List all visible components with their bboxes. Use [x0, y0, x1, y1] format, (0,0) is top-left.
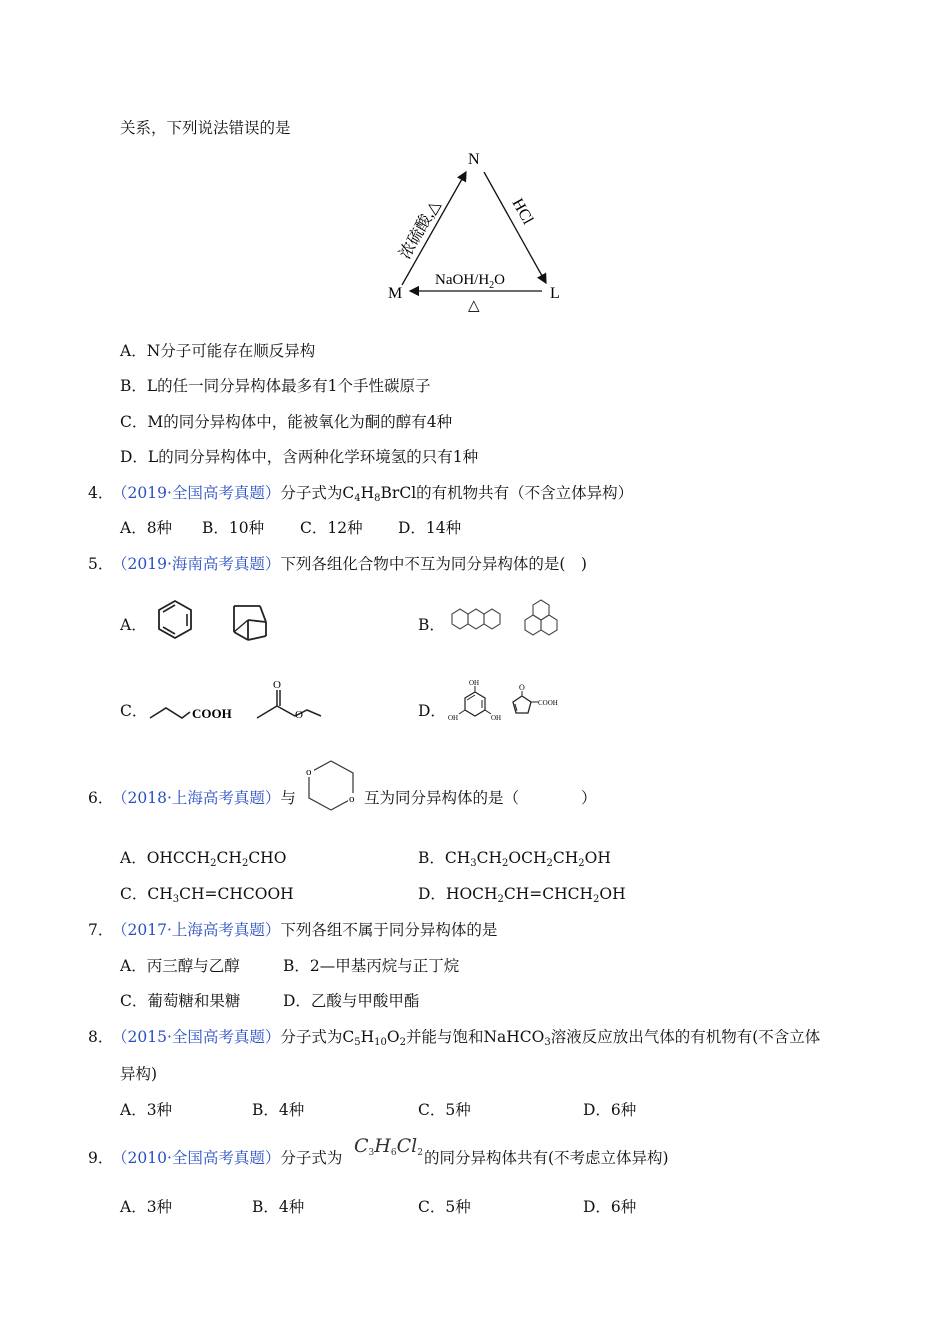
- q9-option-c: C．5种: [418, 1198, 471, 1216]
- svg-text:OH: OH: [491, 714, 502, 722]
- svg-text:O: O: [519, 683, 525, 692]
- arrow-n-to-l: [484, 172, 546, 283]
- svg-text:OH: OH: [469, 679, 480, 687]
- svg-text:COOH: COOH: [192, 706, 232, 721]
- q7-number: 7．: [88, 921, 114, 939]
- q5-source: （2019·海南高考真题）: [112, 555, 281, 573]
- q6-option-d: D．$HOCH_2CH=CHCH_2OH$: [418, 885, 626, 905]
- q7-option-a: A．丙三醇与乙醇: [120, 957, 240, 975]
- q7-option-c: C．葡萄糖和果糖: [120, 992, 241, 1010]
- q8-number: 8．: [88, 1028, 114, 1046]
- q8-source: （2015·全国高考真题）: [112, 1028, 281, 1046]
- q5-label-c: C．: [120, 702, 148, 720]
- q9-number: 9．: [88, 1149, 114, 1167]
- prismane-structure: [228, 600, 273, 642]
- q3-option-c: C．M的同分异构体中，能被氧化为酮的醇有4种: [120, 413, 453, 431]
- q8-option-d: D．6种: [583, 1101, 637, 1119]
- methyl-acetate-structure: [255, 678, 325, 723]
- bottom-arrow-label: NaOH/$H_2O$: [435, 272, 505, 291]
- q6-option-a: A．$OHCCH_2CH_2CHO$: [120, 849, 287, 869]
- q6-option-c: C．$CH_3CH=CHCOOH$: [120, 885, 294, 905]
- q8-stem-line2: 异构): [120, 1065, 158, 1083]
- benzenetriol-structure: [445, 676, 507, 728]
- q9-option-d: D．6种: [583, 1198, 637, 1216]
- reaction-triangle-diagram: [380, 148, 570, 318]
- q4-option-c: C．12种: [300, 519, 363, 537]
- svg-text:O: O: [295, 709, 303, 721]
- svg-text:OH: OH: [448, 714, 459, 722]
- q5-stem: （2019·海南高考真题）下列各组化合物中不互为同分异构体的是( ): [112, 555, 587, 573]
- q3-option-b: B．L的任一同分异构体最多有1个手性碳原子: [120, 377, 431, 395]
- svg-text:o: o: [306, 766, 312, 778]
- node-m: M: [388, 285, 403, 302]
- q9-stem-pre: （2010·全国高考真题）分子式为: [112, 1149, 343, 1167]
- svg-text:COOH: COOH: [538, 699, 558, 707]
- q6-number: 6．: [88, 789, 114, 807]
- q9-option-b: B．4种: [252, 1198, 305, 1216]
- svg-text:o: o: [349, 793, 355, 805]
- q4-source: （2019·全国高考真题）: [112, 484, 281, 502]
- q6-source: （2018·上海高考真题）: [112, 789, 281, 807]
- q3-stem-tail: 关系，下列说法错误的是: [120, 119, 291, 137]
- q6-option-b: B．$CH_3CH_2OCH_2CH_2OH$: [418, 849, 611, 869]
- q8-stem: （2015·全国高考真题）分子式为$C_5H_{10}O_2$并能与饱和NaHCO$_3$溶液反应放出气体的有机物有(不含立体: [112, 1028, 821, 1048]
- q5-number: 5．: [88, 555, 114, 573]
- q9-formula: $C_3H_6Cl_2$: [354, 1135, 423, 1158]
- q4-option-d: D．14种: [398, 519, 462, 537]
- anthracene-structure: [450, 607, 510, 639]
- right-arrow-label: HCl: [508, 195, 537, 228]
- q4-stem: （2019·全国高考真题）分子式为$C_4H_8BrCl$的有机物共有（不含立体异构）: [112, 484, 634, 504]
- dioxane-structure: [303, 758, 363, 818]
- q3-option-d: D．L的同分异构体中，含两种化学环境氢的只有1种: [120, 448, 479, 466]
- q9-stem-post: 的同分异构体共有(不考虑立体异构): [424, 1149, 669, 1167]
- q7-stem: （2017·上海高考真题）下列各组不属于同分异构体的是: [112, 921, 498, 939]
- q8-option-b: B．4种: [252, 1101, 305, 1119]
- left-arrow-label: 浓硫酸,△: [396, 197, 444, 262]
- svg-text:O: O: [273, 679, 281, 691]
- q8-option-a: A．3种: [120, 1101, 173, 1119]
- q5-label-b: B．: [418, 616, 445, 634]
- q7-source: （2017·上海高考真题）: [112, 921, 281, 939]
- q4-option-b: B．10种: [202, 519, 265, 537]
- q4-number: 4．: [88, 484, 114, 502]
- q5-label-a: A．: [120, 616, 147, 634]
- q6-stem-pre: （2018·上海高考真题）与: [112, 789, 296, 807]
- q6-stem-post: 互为同分异构体的是（ ）: [364, 789, 597, 807]
- node-l: L: [550, 285, 560, 302]
- q3-option-a: A．N分子可能存在顺反异构: [120, 342, 316, 360]
- q9-option-a: A．3种: [120, 1198, 173, 1216]
- benzene-structure: [155, 598, 200, 643]
- q9-source: （2010·全国高考真题）: [112, 1149, 281, 1167]
- q7-option-b: B．2—甲基丙烷与正丁烷: [283, 957, 460, 975]
- q5-label-d: D．: [418, 702, 446, 720]
- phenalene-structure: [520, 598, 565, 643]
- q8-option-c: C．5种: [418, 1101, 471, 1119]
- q4-option-a: A．8种: [120, 519, 173, 537]
- q7-option-d: D．乙酸与甲酸甲酯: [283, 992, 420, 1010]
- node-n: N: [468, 151, 480, 168]
- propanoic-acid-structure: [148, 696, 243, 726]
- cyclopentenone-acid-structure: [510, 680, 570, 720]
- bottom-arrow-heat: △: [468, 298, 480, 314]
